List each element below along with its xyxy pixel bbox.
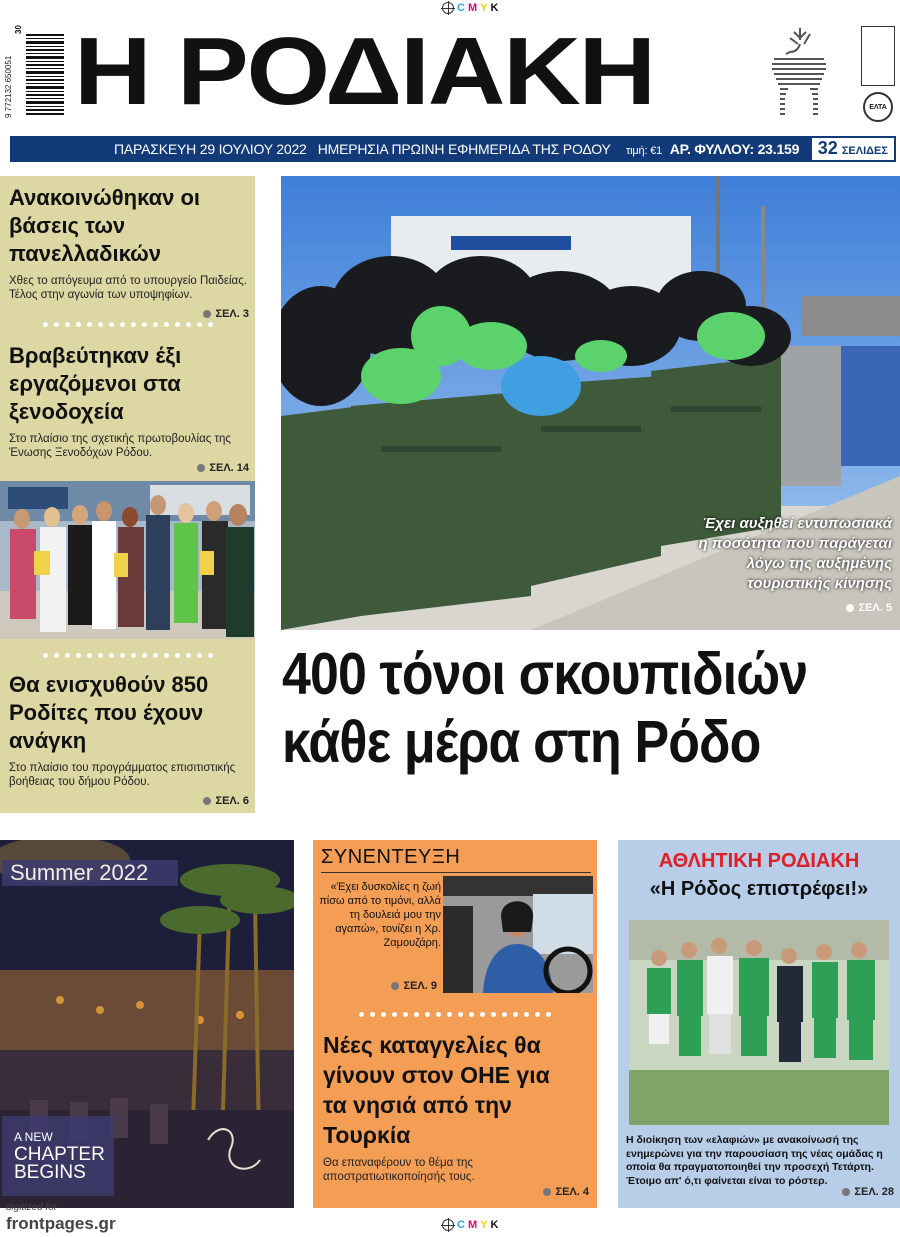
masthead-info-bar [10, 136, 896, 162]
sports-label: ΑΘΛΗΤΙΚΗ ΡΟΔΙΑΚΗ [658, 850, 860, 872]
turkey-story-title[interactable]: Νέες καταγγελίες θα γίνουν στον ΟΗΕ για τα νησιά από την Τουρκία [323, 1032, 550, 1148]
story-panellinies[interactable] [9, 184, 249, 320]
separator-dots [0, 322, 255, 327]
page-ref: ΣΕΛ. 14 [9, 462, 249, 474]
tagline: ΗΜΕΡΗΣΙΑ ΠΡΩΙΝΗ ΕΦΗΜΕΡΙΔΑ ΤΗΣ ΡΟΔΟΥ [317, 141, 611, 157]
main-headline[interactable]: 400 τόνοι σκουπιδιών κάθε μέρα στη Ρόδο [282, 641, 808, 775]
hotel-advertisement[interactable] [0, 840, 294, 1208]
garbage-photo[interactable] [281, 176, 900, 630]
story-food-aid[interactable] [9, 671, 249, 807]
deer-logo-icon [760, 24, 838, 120]
page-count-badge: 32 ΣΕΛΙΔΕΣ [812, 138, 894, 160]
story-summary: Στο πλαίσιο της σχετικής πρωτοβουλίας της Ένωσης Ξενοδόχων Ρόδου. [9, 433, 231, 459]
ad-slogan: A NEW CHAPTER BEGINS [14, 1130, 105, 1183]
team-photo [629, 920, 889, 1125]
interview-photo [443, 876, 593, 993]
issue-date: ΠΑΡΑΣΚΕΥΗ 29 ΙΟΥΛΙΟΥ 2022 [114, 141, 307, 157]
story-title: Βραβεύτηκαν έξι εργαζόμενοι στα ξενοδοχεία [9, 343, 182, 424]
story-title: Ανακοινώθηκαν οι βάσεις των πανελλαδικών [9, 185, 201, 266]
story-summary: Στο πλαίσιο του προγράμματος επισιτιστικής βοήθειας του δήμου Ρόδου. [9, 762, 236, 788]
story-summary: Χθες το απόγευμα από το υπουργείο Παιδείας. Τέλος στην αγωνία των υποψηφίων. [9, 275, 247, 301]
page-ref: ΣΕΛ. 28 [818, 1186, 894, 1198]
story-title: Θα ενισχυθούν 850 Ροδίτες που έχουν ανάγκη [9, 672, 209, 753]
frontpages-watermark: digitized for frontpages.gr [6, 1202, 116, 1233]
sports-box [618, 840, 900, 1208]
separator-dots [313, 1012, 597, 1017]
bullet-icon [842, 1188, 850, 1196]
price: τιμή: €1 [626, 145, 663, 157]
crosshair-icon [442, 1219, 454, 1231]
photo-caption: Έχει αυξηθεί εντυπωσιακά η ποσότητα που παράγεται λόγω της αυξημένης τουριστικής κίνησης ΣΕΛ. 5 [698, 514, 892, 618]
turkey-story-summary: Θα επαναφέρουν το θέμα της αποστρατιωτικοποίησής τους. [323, 1157, 475, 1183]
elta-logo: ΕΛΤΑ [863, 92, 893, 122]
ad-title: Summer 2022 [10, 860, 149, 885]
story-hotel-awards[interactable] [9, 342, 249, 474]
registration-mark-bottom: C M Y K [442, 1219, 498, 1231]
bullet-icon [846, 604, 854, 612]
barcode-issue: 30 [14, 25, 23, 34]
bullet-icon [543, 1188, 551, 1196]
issue-number: ΑΡ. ΦΥΛΛΟΥ: 23.159 [669, 141, 800, 157]
postage-stamp [860, 26, 896, 134]
bullet-icon [391, 982, 399, 990]
barcode [18, 30, 66, 118]
masthead-title: Η ΡΟΔΙΑΚΗ [74, 18, 654, 125]
bullet-icon [197, 464, 205, 472]
awards-photo [0, 481, 255, 639]
sports-title[interactable]: «Η Ρόδος επιστρέφει!» [649, 878, 869, 900]
page-ref: ΣΕΛ. 3 [9, 308, 249, 320]
crosshair-icon [442, 2, 454, 14]
bullet-icon [203, 310, 211, 318]
page-ref: ΣΕΛ. 9 [373, 980, 437, 992]
interview-box [313, 840, 597, 1208]
page-ref: ΣΕΛ. 5 [698, 598, 892, 618]
interview-label: ΣΥΝΕΝΤΕΥΞΗ [321, 846, 461, 868]
barcode-number: 9 772132 650051 [4, 55, 13, 118]
sports-summary: Η διοίκηση των «ελαφιών» με ανακοίνωσή της ενημερώνει για την παρουσίαση της νέας ομάδας η οποία θα πραγματοποιηθεί την προσεχή Τετάρτη. Έτοιμο απ' ό,τι φαίνεται είναι το ρόστερ. [626, 1134, 883, 1187]
registration-mark-top: C M Y K [442, 2, 498, 14]
page-ref: ΣΕΛ. 4 [513, 1186, 589, 1198]
page-ref: ΣΕΛ. 6 [9, 795, 249, 807]
bullet-icon [203, 797, 211, 805]
separator-dots [0, 653, 255, 658]
interview-quote: «Έχει δυσκολίες η ζωή πίσω από το τιμόνι, αλλά τη δουλειά μου την αγαπώ», τονίζει η Χρ. Ζαμουζάρη. [319, 881, 441, 949]
left-news-column [0, 176, 255, 813]
